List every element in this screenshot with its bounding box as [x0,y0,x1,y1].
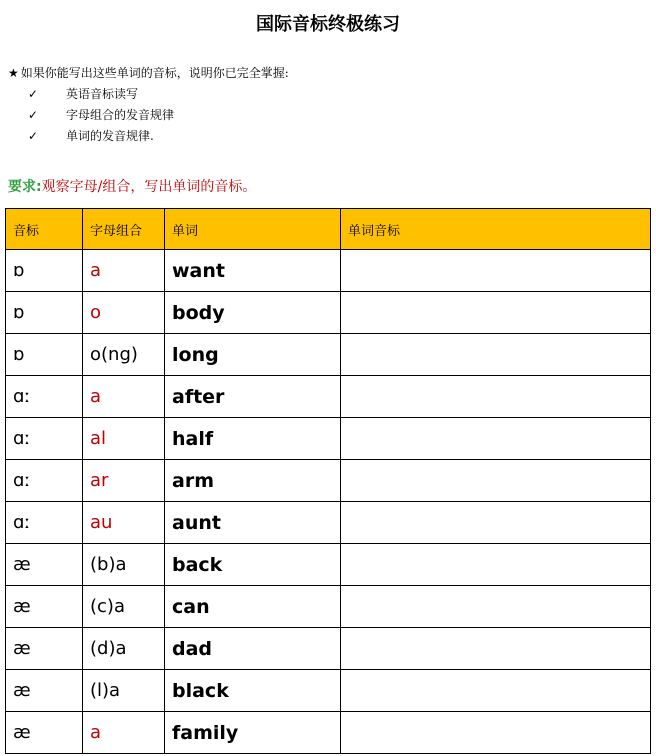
letter-combo-cell: (c)a [83,586,165,628]
header-phonetic: 音标 [6,209,83,250]
word-cell: dad [165,628,341,670]
answer-cell[interactable] [341,292,651,334]
word-cell: black [165,670,341,712]
checklist [28,84,174,147]
word-cell: half [165,418,341,460]
word-cell: want [165,250,341,292]
checklist-text: 英语音标读写 [66,87,139,101]
star-icon: ★ [8,66,19,80]
checklist-item [28,126,174,147]
answer-cell[interactable] [341,544,651,586]
word-cell: body [165,292,341,334]
phonetic-cell: ɒ [6,250,83,292]
table-row [6,712,651,754]
phonetic-cell: æ [6,712,83,754]
table-row [6,376,651,418]
letter-combo-cell: (d)a [83,628,165,670]
requirement-label: 要求: [8,179,42,195]
word-cell: back [165,544,341,586]
phonetic-cell: æ [6,628,83,670]
checklist-item [28,105,174,126]
phonetic-cell: ɒ [6,292,83,334]
phonetic-cell: æ [6,586,83,628]
requirement-line [8,176,256,196]
table-row [6,670,651,712]
answer-cell[interactable] [341,250,651,292]
checkmark-icon: ✓ [28,129,39,143]
phonetic-cell: ɑː [6,418,83,460]
word-cell: long [165,334,341,376]
letter-combo-cell: (l)a [83,670,165,712]
phonetic-cell: ɑː [6,460,83,502]
letter-combo-cell: ar [83,460,165,502]
header-word: 单词 [165,209,341,250]
phonetic-cell: ɑː [6,502,83,544]
answer-cell[interactable] [341,712,651,754]
table-row [6,502,651,544]
answer-cell[interactable] [341,418,651,460]
letter-combo-cell: o [83,292,165,334]
answer-cell[interactable] [341,628,651,670]
table-row [6,586,651,628]
checklist-text: 字母组合的发音规律 [66,108,175,122]
checklist-item [28,84,174,105]
table-row [6,334,651,376]
page-title: 国际音标终极练习 [256,14,400,35]
word-cell: arm [165,460,341,502]
checklist-text: 单词的发音规律. [66,129,154,143]
letter-combo-cell: al [83,418,165,460]
table-row [6,544,651,586]
answer-cell[interactable] [341,670,651,712]
answer-cell[interactable] [341,460,651,502]
table-row [6,628,651,670]
word-cell: can [165,586,341,628]
phonetics-table [5,208,651,754]
letter-combo-cell: (b)a [83,544,165,586]
word-cell: family [165,712,341,754]
phonetic-cell: æ [6,670,83,712]
letter-combo-cell: a [83,250,165,292]
phonetic-cell: ɑː [6,376,83,418]
word-cell: after [165,376,341,418]
table-body [6,250,651,754]
answer-cell[interactable] [341,586,651,628]
checkmark-icon: ✓ [28,87,39,101]
letter-combo-cell: a [83,376,165,418]
letter-combo-cell: o(ng) [83,334,165,376]
table-header-row [6,209,651,250]
table-row [6,460,651,502]
header-word-phonetic: 单词音标 [341,209,651,250]
word-cell: aunt [165,502,341,544]
table-row [6,250,651,292]
letter-combo-cell: au [83,502,165,544]
table-row [6,292,651,334]
letter-combo-cell: a [83,712,165,754]
answer-cell[interactable] [341,334,651,376]
header-letter-combo: 字母组合 [83,209,165,250]
requirement-text: 观察字母/组合，写出单词的音标。 [41,179,257,195]
phonetic-cell: ɒ [6,334,83,376]
intro-text: 如果你能写出这些单词的音标，说明你已完全掌握: [20,66,289,80]
checkmark-icon: ✓ [28,108,39,122]
intro-line [8,64,289,81]
phonetic-cell: æ [6,544,83,586]
table-row [6,418,651,460]
answer-cell[interactable] [341,376,651,418]
answer-cell[interactable] [341,502,651,544]
